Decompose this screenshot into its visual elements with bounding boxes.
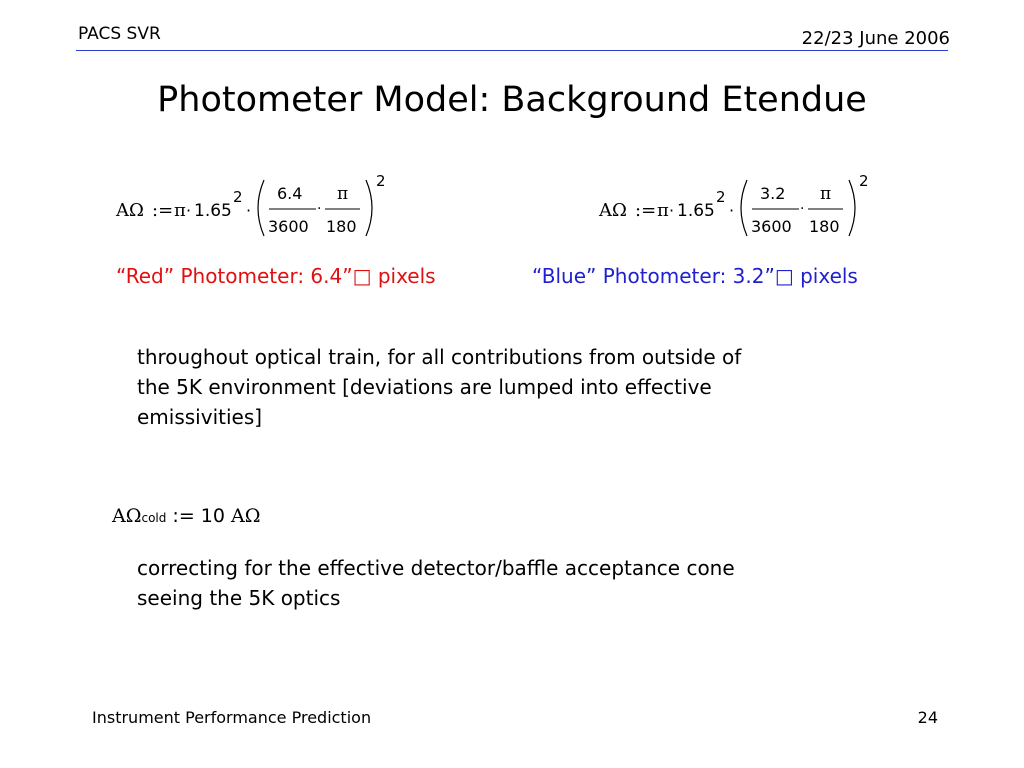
formula-dot: · <box>317 201 322 217</box>
left-paren <box>741 180 747 236</box>
formula-assign: := <box>152 200 174 221</box>
fraction1-denominator: 3600 <box>268 217 309 236</box>
fraction1-denominator: 3600 <box>751 217 792 236</box>
fraction2-denominator: 180 <box>809 217 840 236</box>
formula-lhs: AΩ <box>599 200 627 221</box>
blue-photometer-caption: “Blue” Photometer: 3.2”□ pixels <box>532 264 858 288</box>
formula-assign: := <box>635 200 657 221</box>
formula-coef: 1.65 <box>194 201 232 221</box>
red-photometer-caption: “Red” Photometer: 6.4”□ pixels <box>116 264 436 288</box>
formula-dot: · <box>800 201 805 217</box>
formula-coef-exp: 2 <box>233 188 243 206</box>
header-date: 22/23 June 2006 <box>801 28 950 49</box>
page-number: 24 <box>917 708 938 727</box>
formula-lhs: AΩ <box>116 200 144 221</box>
right-paren <box>366 180 372 236</box>
cold-rhs-symbol: AΩ <box>231 505 261 527</box>
cold-subscript: cold <box>141 511 167 525</box>
fraction2-denominator: 180 <box>326 217 357 236</box>
left-paren <box>258 180 264 236</box>
fraction1-numerator: 6.4 <box>277 184 303 203</box>
fraction2-numerator: π <box>820 184 832 204</box>
formula-dot: · <box>669 201 675 220</box>
fraction2-numerator: π <box>337 184 349 204</box>
fraction1-numerator: 3.2 <box>760 184 786 203</box>
formula-dot: · <box>186 201 192 220</box>
header-left: PACS SVR <box>78 24 161 44</box>
formula-blue <box>595 168 885 244</box>
formula-red <box>112 168 402 244</box>
right-paren <box>849 180 855 236</box>
paragraph-optical-train: throughout optical train, for all contributions from outside of the 5K environment [deviations are lumped into effective emissivities] <box>137 345 742 429</box>
formula-outer-exp: 2 <box>376 172 386 190</box>
formula-outer-exp: 2 <box>859 172 869 190</box>
paragraph-detector-baffle: correcting for the effective detector/baffle acceptance cone seeing the 5K optics <box>137 556 735 610</box>
footer-title: Instrument Performance Prediction <box>92 708 372 727</box>
cold-rhs: := 10 <box>166 505 231 527</box>
formula-pi: π <box>657 200 669 221</box>
formula-dot: · <box>729 201 735 220</box>
formula-coef: 1.65 <box>677 201 715 221</box>
cold-lhs: AΩ <box>112 505 142 527</box>
formula-coef-exp: 2 <box>716 188 726 206</box>
header-rule <box>76 50 948 51</box>
formula-dot: · <box>246 201 252 220</box>
formula-pi: π <box>174 200 186 221</box>
slide-title: Photometer Model: Background Etendue <box>157 80 867 120</box>
cold-equation <box>112 505 260 527</box>
